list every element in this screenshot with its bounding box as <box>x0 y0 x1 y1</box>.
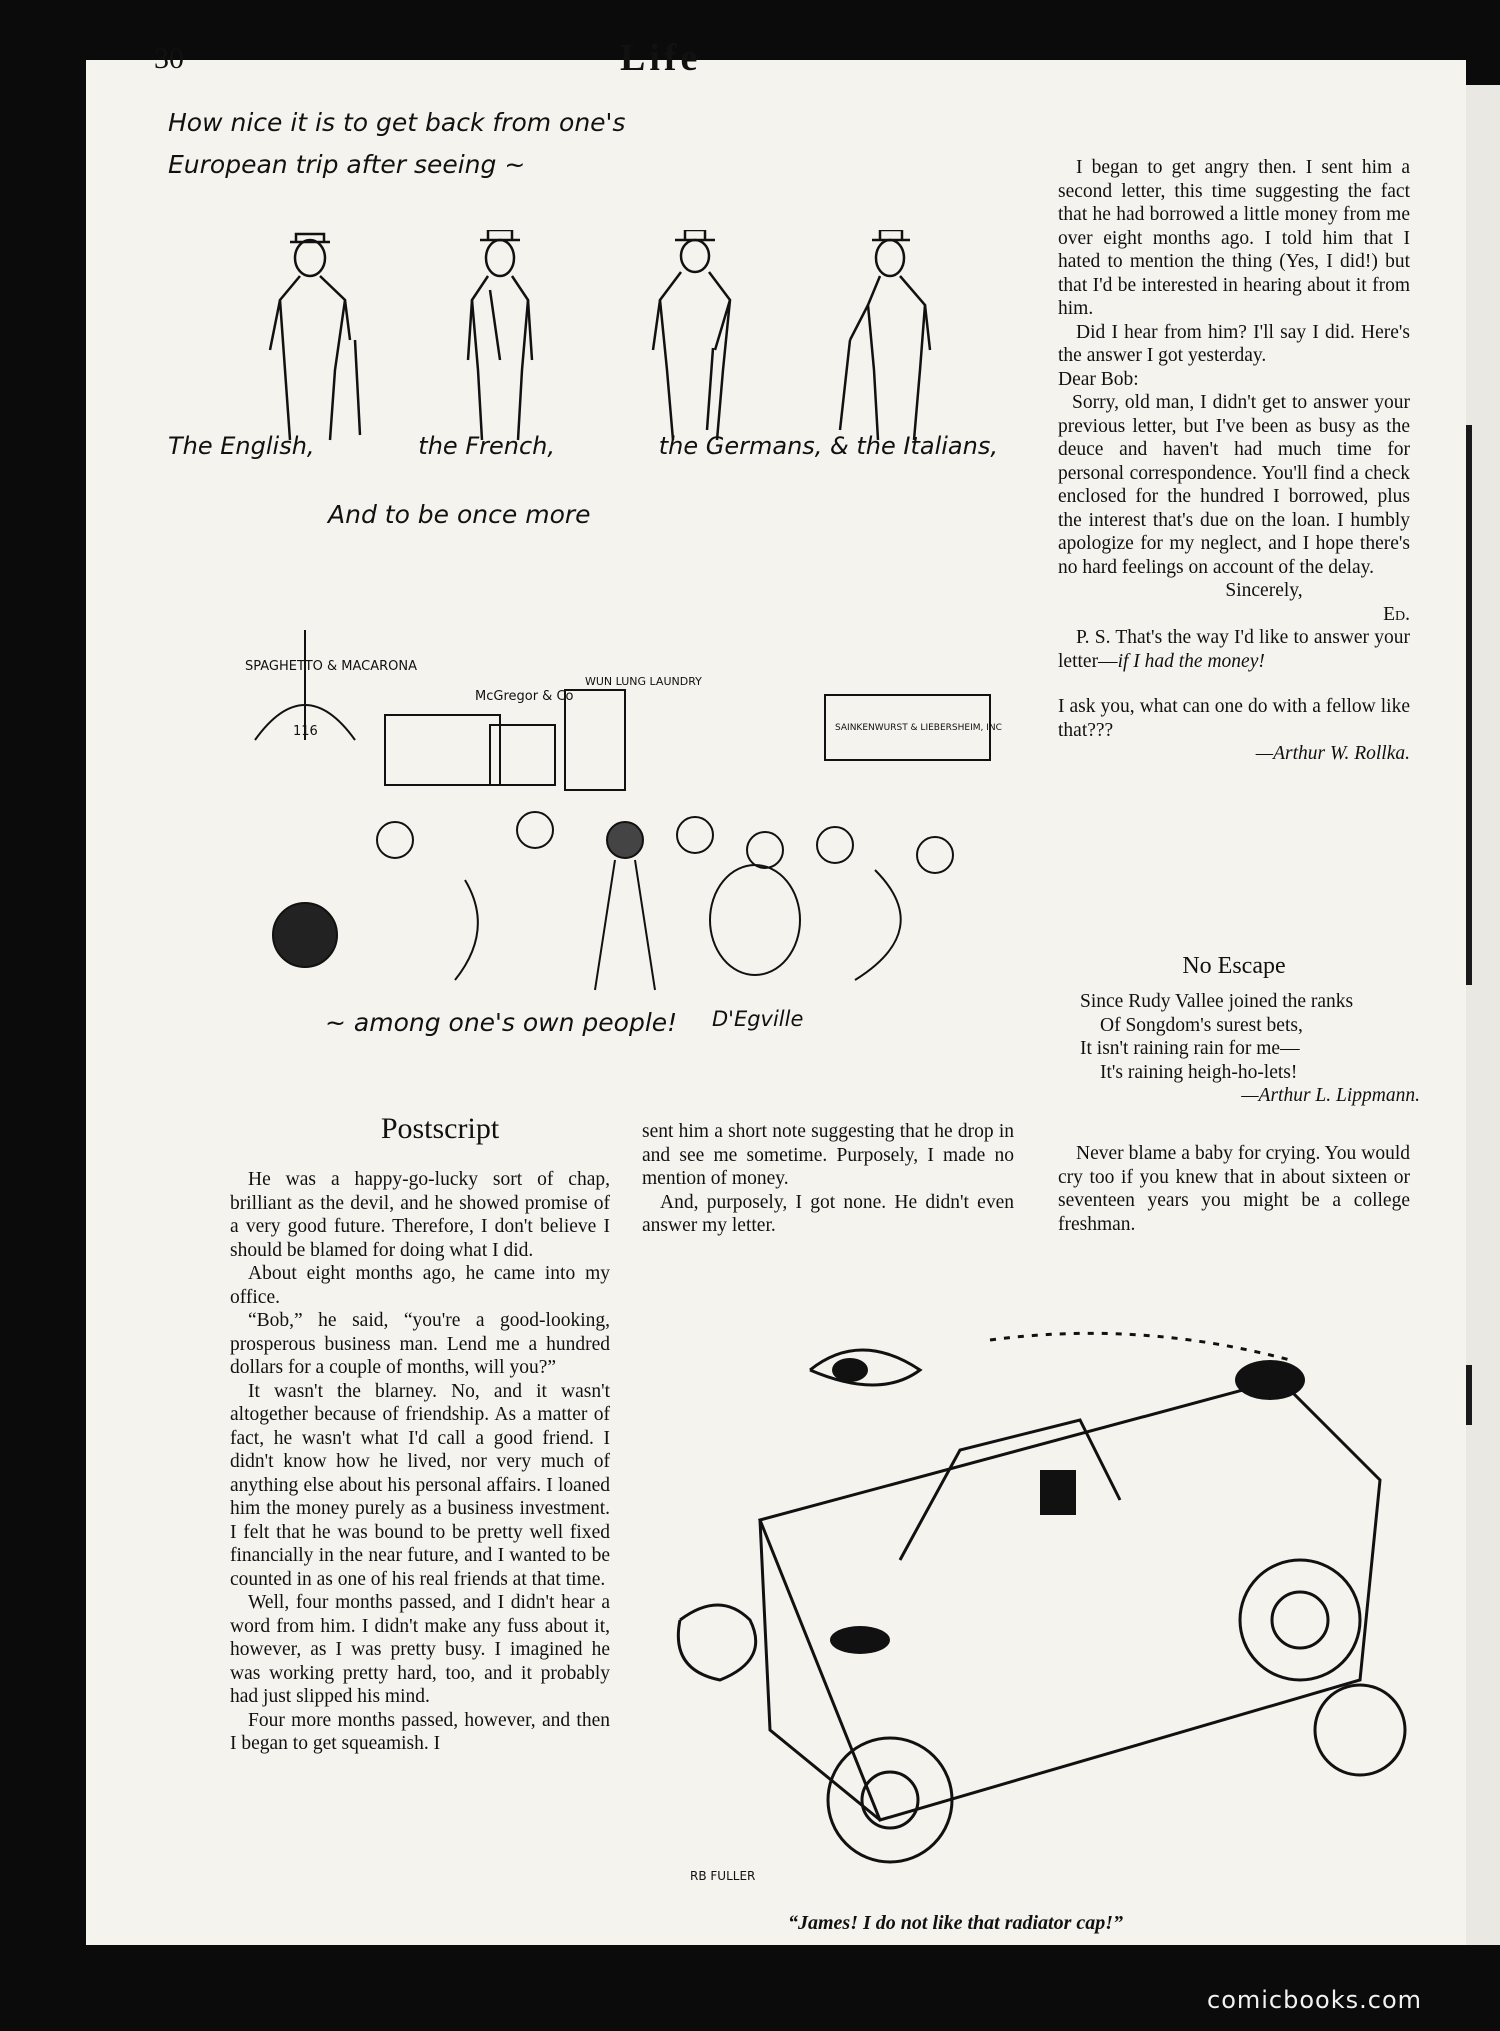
sign-mcgregor: McGregor & Co <box>475 689 574 704</box>
no-escape-author: —Arthur L. Lippmann. <box>1241 1085 1420 1106</box>
postscript-author: —Arthur W. Rollka. <box>1255 743 1410 764</box>
cartoon-caption-middle: And to be once more <box>328 500 591 529</box>
ps-line: P. S. That's the way I'd like to answer your letter—if I had the money! <box>1058 627 1410 672</box>
nationality-captions <box>168 432 998 460</box>
sign-number: 116 <box>293 724 318 739</box>
letter-sign: Ed. <box>1383 603 1410 625</box>
masthead: Life <box>620 37 702 79</box>
car-cartoon-caption: “James! I do not like that radiator cap!” <box>788 1912 1124 1934</box>
adjacent-page-edge <box>1466 85 1500 1945</box>
street-crowd-drawing <box>235 630 1025 995</box>
italian-figure <box>840 230 930 440</box>
postscript-closing: I ask you, what can one do with a fellow like that??? <box>1058 696 1410 741</box>
letter-closing: Sincerely, <box>1225 580 1303 601</box>
no-escape-title: No Escape <box>1182 953 1286 979</box>
postscript-column-1: He was a happy-go-lucky sort of chap, brilliant as the devil, and he showed promise of a very good future. Therefore, I don't believe I should be blamed for doing what I did. About eight months ago, he came into my office. “Bob,” he said, “you're a good-looking, prosperous business man. Lend me a hundred dollars for a couple of months, will you?” It wasn't the blarney. No, and it wasn't altogether because of friendship. As a matter of fact, he wasn't what I'd call a good friend. I didn't know how he lived, nor very much of anything else about his personal affairs. I loaned him the money purely as a business investment. I felt that he was bound to be pretty well fixed financially in the near future, and I wanted to be counted in as one of his real friends at that time. Well, four months passed, and I didn't hear a word from him. I didn't make any fuss about it, however, as I was pretty busy. I imagined he was working pretty hard, too, and it probably had just slipped his mind. Four more months passed, however, and then I began to get squeamish. I <box>230 1169 610 1754</box>
no-escape-poem: Since Rudy Vallee joined the ranks Of Songdom's surest bets, It isn't raining rain for me— It's raining heigh-ho-lets! —Arthur L. Lippmann. <box>1080 991 1420 1106</box>
four-figures-drawing <box>230 230 990 450</box>
letter-body: Sorry, old man, I didn't get to answer your previous letter, but I've been as busy as the deuce and haven't had much time for personal correspondence. You'll find a check enclosed for the hundred I borrowed, plus the interest that's due on the loan. I humbly apologize for my neglect, and I hope there's no hard feelings on account of the delay. <box>1058 392 1410 578</box>
cartoon-signature: D'Egville <box>712 1007 804 1031</box>
sign-sainkenwurst: SAINKENWURST & LIEBERSHEIM, INC <box>835 723 1002 733</box>
sign-spaghetto: SPAGHETTO & MACARONA <box>245 659 418 674</box>
car-cartoon-drawing <box>660 1260 1440 1900</box>
caption-germans-italians: the Germans, & the Italians, <box>658 432 998 460</box>
car-cartoon-signature: RB FULLER <box>690 1869 756 1883</box>
postscript-column-3: I began to get angry then. I sent him a second letter, this time suggesting the fact that he had borrowed a little money from me over eight months ago. I told him that I hated to mention the thing (Yes, I did!) but that I'd be interested in hearing about it from him. Did I hear from him? I'll say I did. Here's the answer I got yesterday. Dear Bob: Sorry, old man, I didn't get to answer your previous letter, but I've been as busy as the deuce and haven't had much time for personal correspondence. You'll find a check enclosed for the hundred I borrowed, plus the interest that's due on the loan. I humbly apologize for my neglect, and I hope there's no hard feelings on account of the delay. Sincerely, Ed. P. S. That's the way I'd like to answer your letter—if I had the money! I ask you, what can one do with a fellow like that??? —Arthur W. Rollka. <box>1058 157 1410 764</box>
postscript-column-2: sent him a short note suggesting that he drop in and see me sometime. Purposely, I made no mention of money. And, purposely, I got none. He didn't even answer my letter. <box>642 1121 1014 1236</box>
german-figure <box>653 230 730 440</box>
baby-joke: Never blame a baby for crying. You would cry too if you knew that in about sixteen or seventeen years you might be a college freshman. <box>1058 1143 1410 1235</box>
english-figure <box>270 234 360 440</box>
caption-french: the French, <box>418 432 555 460</box>
postscript-title: Postscript <box>380 1112 500 1145</box>
cartoon-caption-bottom: ~ among one's own people! <box>325 1008 678 1037</box>
sign-laundry: WUN LUNG LAUNDRY <box>585 675 702 688</box>
cartoon-caption-top: How nice it is to get back from one's European trip after seeing ~ <box>168 108 626 179</box>
caption-english: The English, <box>168 432 315 460</box>
watermark: comicbooks.com <box>1207 1986 1423 2014</box>
page-number: 30 <box>154 42 184 75</box>
french-figure <box>468 230 532 440</box>
letter-salutation: Dear Bob: <box>1058 368 1139 390</box>
